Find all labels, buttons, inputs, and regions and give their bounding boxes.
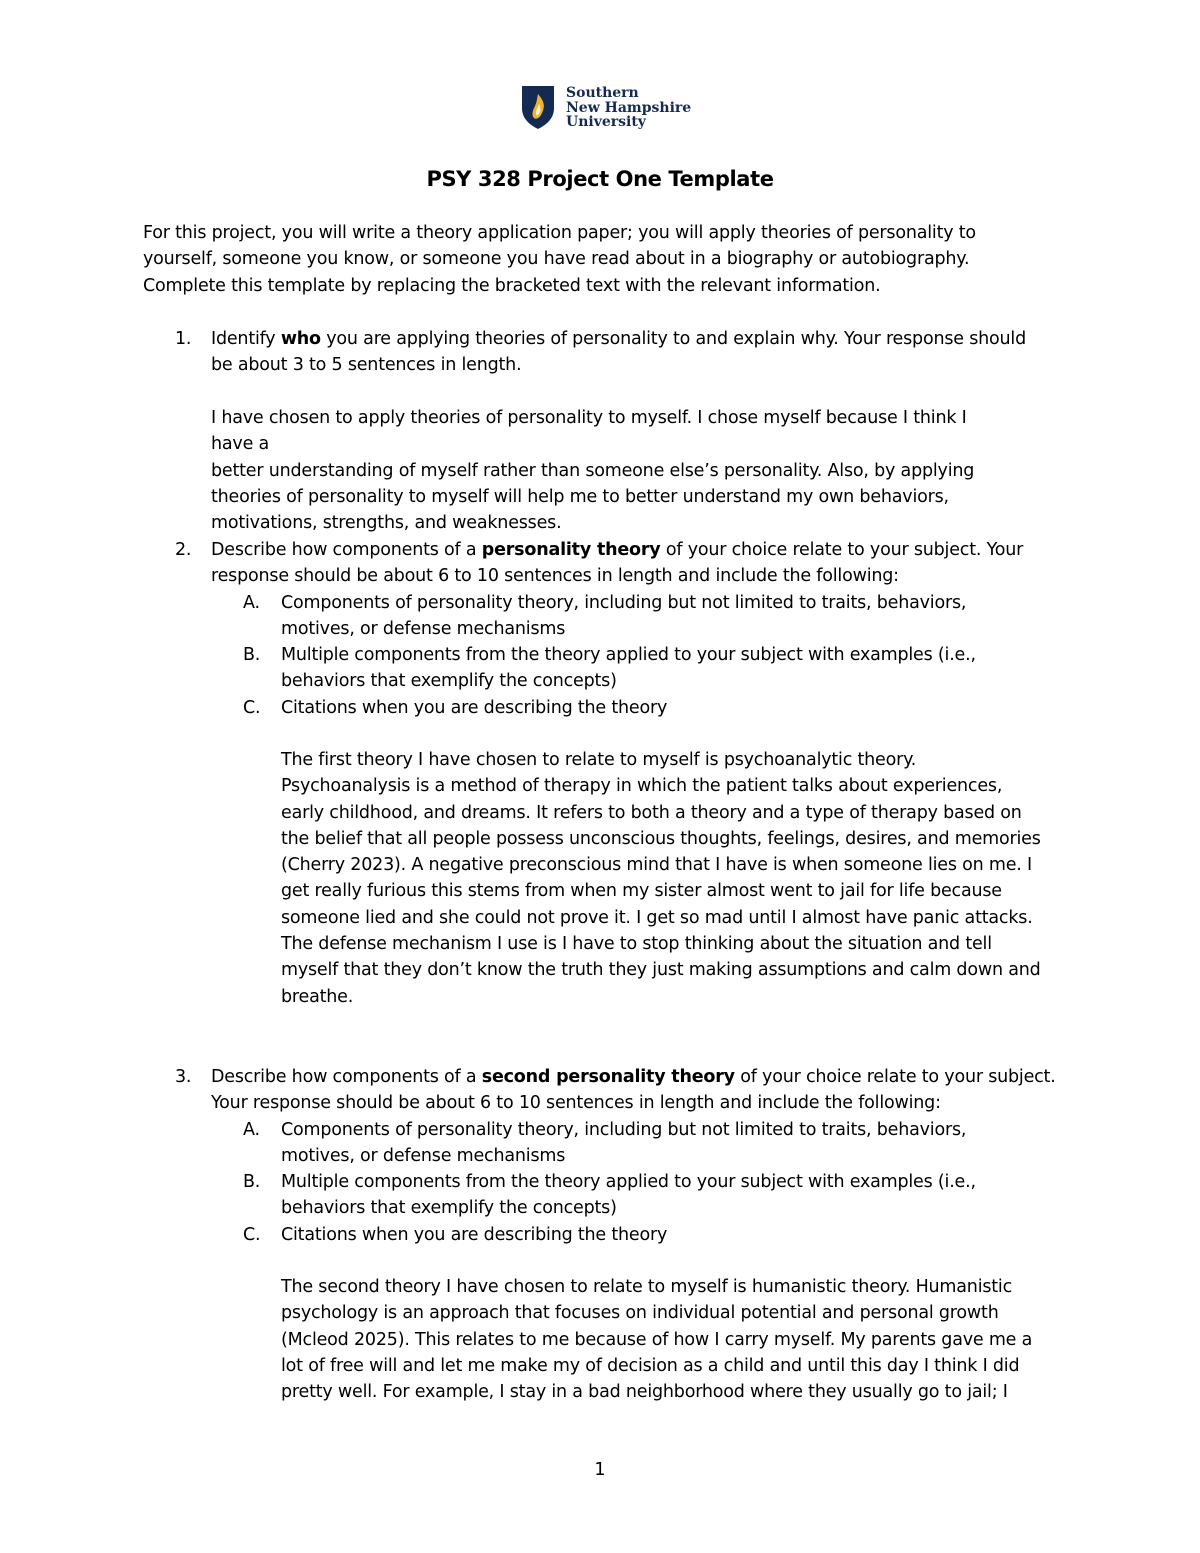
- logo-line-3: University: [566, 114, 646, 130]
- sub-letter: C.: [243, 1224, 261, 1245]
- sub-item-b: [243, 642, 1061, 695]
- answer-line: (Mcleod 2025). This relates to me because of how I carry myself. My parents gave me a: [281, 1329, 1033, 1350]
- sub-line: Multiple components from the theory applied to your subject with examples (i.e.,: [281, 645, 976, 666]
- answer-line: early childhood, and dreams. It refers to both a theory and a type of therapy based on: [281, 802, 1022, 823]
- sub-letter: B.: [243, 1172, 261, 1193]
- sub-item-b: [243, 1169, 1061, 1222]
- intro-paragraph: [143, 220, 1063, 299]
- prompt-text: Describe how components of a: [211, 1067, 482, 1087]
- university-logo: [520, 84, 700, 134]
- answer-line: better understanding of myself rather than someone else’s personality. Also, by applying: [211, 460, 975, 481]
- answer-line: motivations, strengths, and weaknesses.: [211, 513, 562, 534]
- answer-3: [281, 1274, 1081, 1405]
- sub-line: motives, or defense mechanisms: [281, 618, 566, 639]
- sub-letter: C.: [243, 697, 261, 718]
- answer-line: lot of free will and let me make my of decision as a child and until this day I think I did: [281, 1355, 1020, 1376]
- question-number: 2.: [175, 540, 192, 560]
- sub-line: behaviors that exemplify the concepts): [281, 671, 617, 692]
- prompt-text: response should be about 6 to 10 sentences in length and include the following:: [211, 566, 899, 587]
- prompt-emphasis: who: [280, 329, 321, 349]
- sub-letter: A.: [243, 1119, 260, 1140]
- question-prompt: [211, 1064, 1061, 1117]
- answer-line: someone lied and she could not prove it. I get so mad until I almost have panic attacks.: [281, 907, 1033, 928]
- question-number: 3.: [175, 1067, 192, 1087]
- page-number: 1: [594, 1460, 606, 1480]
- sub-line: Components of personality theory, including but not limited to traits, behaviors,: [281, 592, 967, 613]
- prompt-text: Identify: [211, 329, 281, 349]
- intro-line: For this project, you will write a theory application paper; you will apply theories of personality to: [143, 223, 976, 243]
- prompt-emphasis: second personality theory: [481, 1067, 735, 1087]
- answer-line: theories of personality to myself will help me to better understand my own behaviors,: [211, 486, 949, 507]
- intro-line: yourself, someone you know, or someone you have read about in a biography or autobiography.: [143, 249, 970, 270]
- sub-line: Citations when you are describing the theory: [281, 697, 668, 718]
- sub-item-c: [243, 695, 1061, 721]
- sub-line: Components of personality theory, including but not limited to traits, behaviors,: [281, 1119, 967, 1140]
- intro-line: Complete this template by replacing the bracketed text with the relevant information.: [143, 275, 881, 296]
- document-title: PSY 328 Project One Template: [426, 167, 774, 191]
- answer-line: the belief that all people possess unconscious thoughts, feelings, desires, and memories: [281, 828, 1041, 849]
- logo-wordmark: [566, 86, 691, 130]
- sub-line: Citations when you are describing the theory: [281, 1224, 668, 1245]
- answer-line: The first theory I have chosen to relate to myself is psychoanalytic theory.: [281, 750, 917, 770]
- logo-line-1: Southern: [566, 85, 639, 101]
- sub-item-a: [243, 590, 1061, 643]
- answer-line: pretty well. For example, I stay in a bad neighborhood where they usually go to jail; I: [281, 1382, 1008, 1403]
- sub-item-c: [243, 1222, 1061, 1248]
- prompt-text: be about 3 to 5 sentences in length.: [211, 355, 522, 376]
- sub-line: motives, or defense mechanisms: [281, 1145, 566, 1166]
- answer-line: The second theory I have chosen to relate to myself is humanistic theory. Humanistic: [281, 1277, 1013, 1297]
- shield-flame-icon: [520, 84, 556, 130]
- answer-line: get really furious this stems from when my sister almost went to jail for life because: [281, 881, 1002, 902]
- prompt-emphasis: personality theory: [481, 540, 661, 560]
- answer-line: Psychoanalysis is a method of therapy in which the patient talks about experiences,: [281, 776, 1003, 797]
- answer-line: (Cherry 2023). A negative preconscious mind that I have is when someone lies on me. I: [281, 855, 1032, 876]
- answer-1: [211, 405, 1011, 536]
- prompt-text: Describe how components of a: [211, 540, 482, 560]
- answer-line: I have chosen to apply theories of personality to myself. I chose myself because I think I have a: [211, 408, 967, 455]
- prompt-text: Your response should be about 6 to 10 sentences in length and include the following:: [211, 1093, 941, 1114]
- prompt-text: of your choice relate to your subject. Your: [660, 540, 1024, 560]
- sub-line: behaviors that exemplify the concepts): [281, 1198, 617, 1219]
- answer-line: myself that they don’t know the truth they just making assumptions and calm down and: [281, 960, 1041, 981]
- sub-letter: A.: [243, 592, 260, 613]
- sub-line: Multiple components from the theory applied to your subject with examples (i.e.,: [281, 1172, 976, 1193]
- logo-line-2: New Hampshire: [566, 99, 692, 116]
- question-prompt: [211, 326, 1061, 379]
- question-prompt: [211, 537, 1061, 590]
- answer-line: psychology is an approach that focuses on individual potential and personal growth: [281, 1303, 999, 1324]
- sub-item-a: [243, 1117, 1061, 1170]
- prompt-text: you are applying theories of personality to and explain why. Your response should: [320, 329, 1026, 349]
- sub-letter: B.: [243, 645, 261, 666]
- answer-line: The defense mechanism I use is I have to stop thinking about the situation and tell: [281, 934, 992, 955]
- answer-2: [281, 747, 1081, 1010]
- question-number: 1.: [175, 329, 192, 349]
- answer-line: breathe.: [281, 986, 354, 1007]
- prompt-text: of your choice relate to your subject.: [734, 1067, 1056, 1087]
